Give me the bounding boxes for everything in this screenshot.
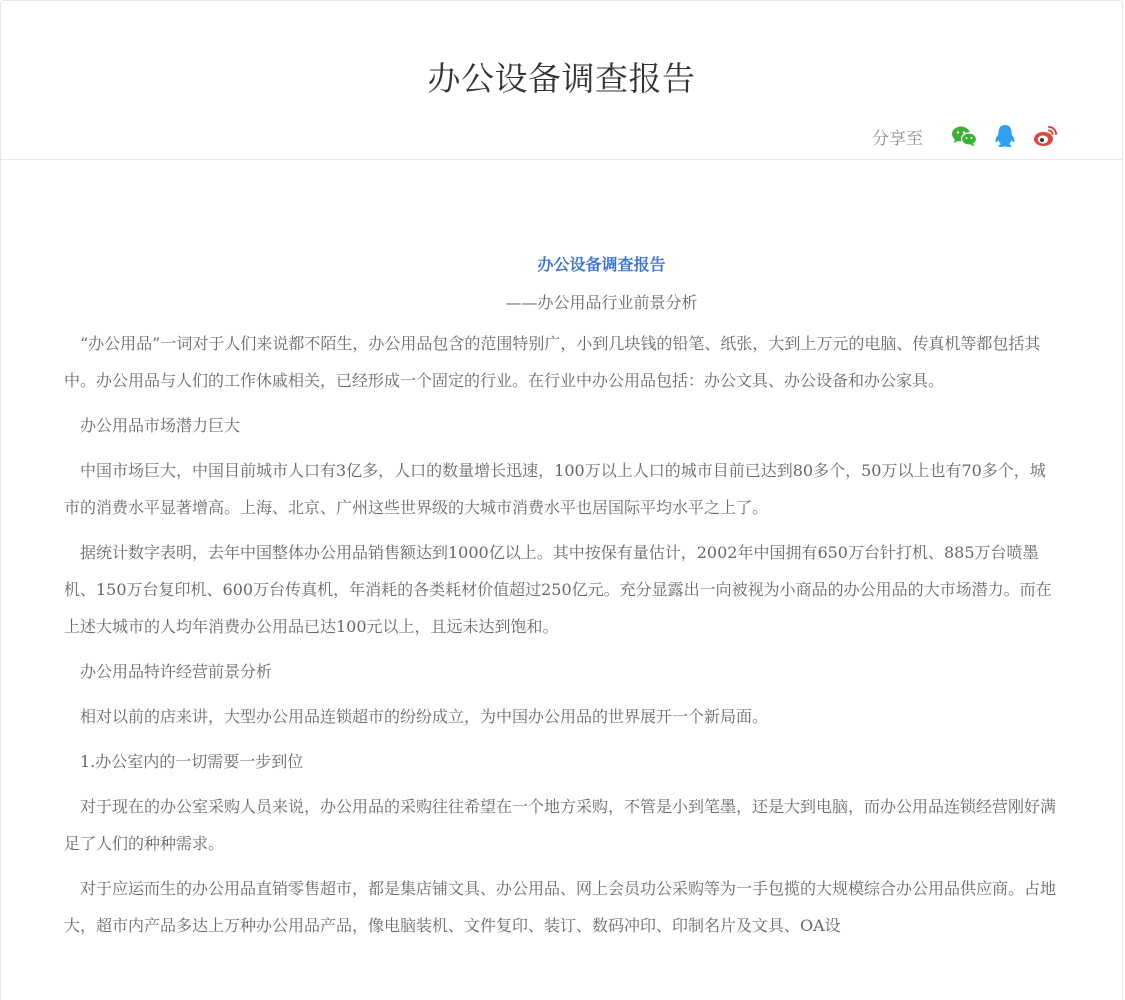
section-heading: 1.办公室内的一切需要一步到位 (80, 752, 304, 771)
section-heading: 办公用品市场潜力巨大 (80, 416, 241, 435)
paragraph: “办公用品”一词对于人们来说都不陌生，办公用品包含的范围特别广，小到几块钱的铅笔、纸张，大到上万元的电脑、传真机等都包括其中。办公用品与人们的工作休戚相关，已经形成一个固定的行业。在行业中办公用品包括：办公文具、办公设备和办公家具。 (64, 334, 1041, 390)
article-body (64, 241, 1061, 952)
page-header (1, 1, 1122, 160)
share-label: 分享至 (872, 128, 923, 148)
paragraph: 对于应运而生的办公用品直销零售超市，都是集店铺文具、办公用品、网上会员功公采购等为一手包揽的大规模综合办公用品供应商。占地大，超市内产品多达上万种办公用品产品，像电脑装机、文件复印、装订、数码冲印、印制名片及文具、OA设 (64, 879, 1057, 935)
qq-icon[interactable] (991, 122, 1019, 150)
paragraph: 中国市场巨大，中国目前城市人口有3亿多，人口的数量增长迅速，100万以上人口的城市目前已达到80多个，50万以上也有70多个，城市的消费水平显著增高。上海、北京、广州这些世界级的大城市消费水平也居国际平均水平之上了。 (64, 461, 1046, 517)
section-heading: 办公用品特许经营前景分析 (80, 662, 273, 681)
article-title: 办公设备调查报告 (537, 255, 666, 274)
share-bar (872, 121, 1060, 151)
wechat-icon[interactable] (950, 122, 978, 150)
page-title: 办公设备调查报告 (427, 60, 696, 97)
paragraph: 对于现在的办公室采购人员来说，办公用品的采购往往希望在一个地方采购，不管是小到笔墨，还是大到电脑，而办公用品连锁经营刚好满足了人们的种种需求。 (64, 797, 1057, 853)
paragraph: 相对以前的店来讲，大型办公用品连锁超市的纷纷成立，为中国办公用品的世界展开一个新局面。 (80, 707, 769, 726)
paragraph: 据统计数字表明，去年中国整体办公用品销售额达到1000亿以上。其中按保有量估计，2002年中国拥有650万台针打机、885万台喷墨机、150万台复印机、600万台传真机，年消耗的各类耗材价值超过250亿元。充分显露出一向被视为小商品的办公用品的大市场潜力。而在上述大城市的人均年消费办公用品已达100元以上，且远未达到饱和。 (64, 543, 1052, 636)
article-subtitle: ——办公用品行业前景分析 (505, 293, 698, 312)
weibo-icon[interactable] (1032, 122, 1060, 150)
